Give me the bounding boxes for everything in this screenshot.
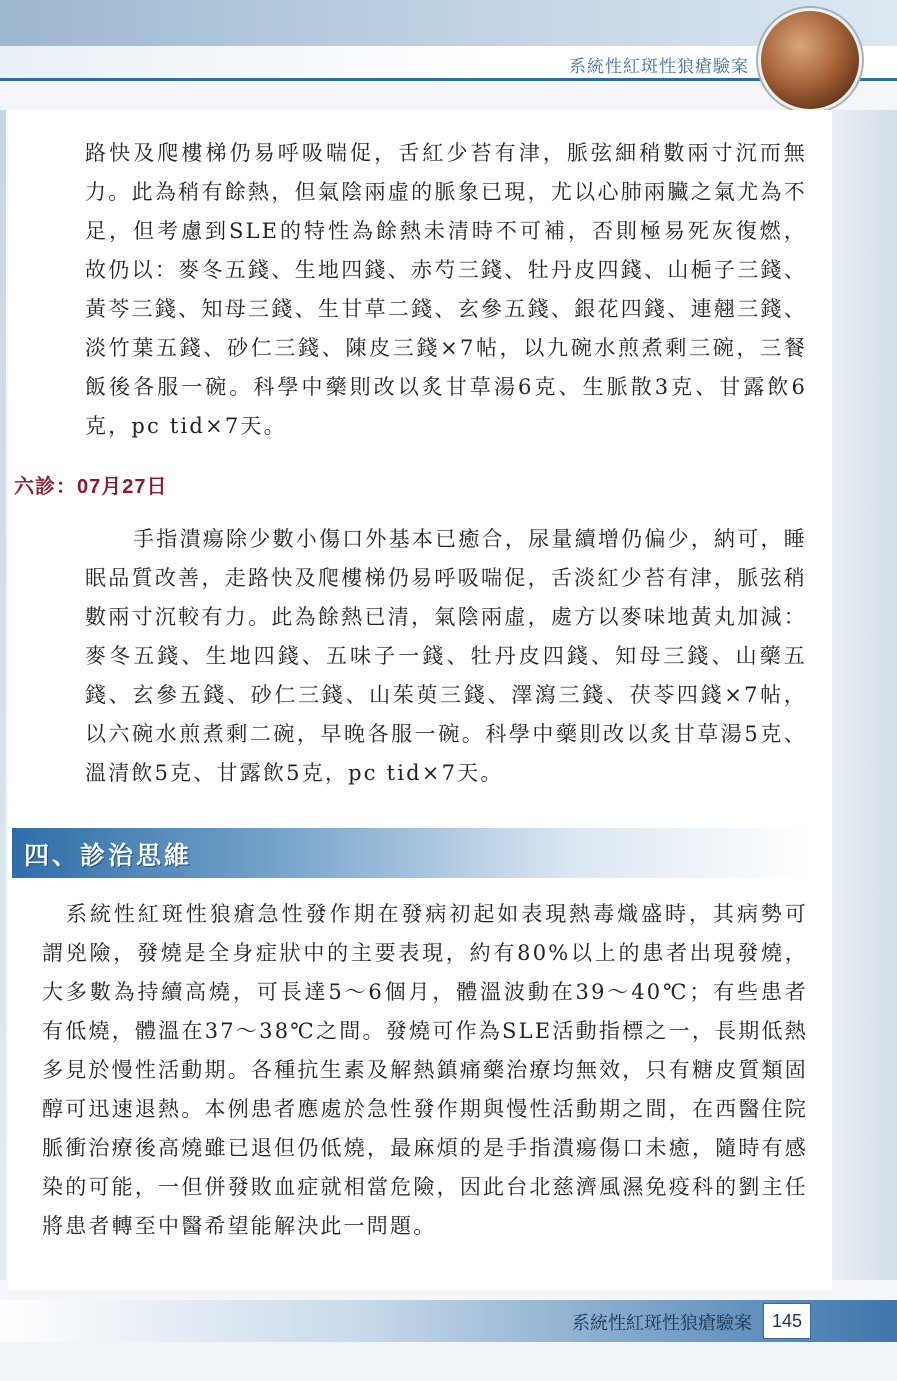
visit6-heading: 六診：07月27日 bbox=[14, 476, 168, 498]
header-emblem-image bbox=[758, 8, 862, 112]
page-number: 145 bbox=[763, 1303, 811, 1339]
running-footer-title: 系統性紅斑性狼瘡驗案 bbox=[572, 1313, 752, 1333]
body-paragraph-2: 手指潰瘍除少數小傷口外基本已癒合，尿量續增仍偏少，納可，睡眠品質改善，走路快及爬樓梯仍易呼吸喘促，舌淡紅少苔有津，脈弦稍數兩寸沉較有力。此為餘熱已清，氣陰兩虛，處方以麥味地黃丸加減：麥冬五錢、生地四錢、五味子一錢、牡丹皮四錢、知母三錢、山藥五錢、玄參五錢、砂仁三錢、山茱萸三錢、澤瀉三錢、茯苓四錢×7帖，以六碗水煎煮剩二碗，早晚各服一碗。科學中藥則改以炙甘草湯5克、溫清飲5克、甘露飲5克，pc tid×7天。 bbox=[85, 527, 807, 785]
bottom-margin bbox=[0, 1342, 897, 1381]
body-paragraph-1: 路快及爬樓梯仍易呼吸喘促，舌紅少苔有津，脈弦細稍數兩寸沉而無力。此為稍有餘熱，但氣陰兩虛的脈象已現，尤以心肺兩臟之氣尤為不足，但考慮到SLE的特性為餘熱未清時不可補，否則極易死灰復燃，故仍以：麥冬五錢、生地四錢、赤芍三錢、牡丹皮四錢、山梔子三錢、黃芩三錢、知母三錢、生甘草二錢、玄參五錢、銀花四錢、連翹三錢、淡竹葉五錢、砂仁三錢、陳皮三錢×7帖，以九碗水煎煮剩三碗，三餐飯後各服一碗。科學中藥則改以炙甘草湯6克、生脈散3克、甘露飲6克，pc tid×7天。 bbox=[85, 141, 807, 438]
left-margin-stripe bbox=[0, 110, 6, 1280]
body-paragraph-3: 系統性紅斑性狼瘡急性發作期在發病初起如表現熱毒熾盛時，其病勢可謂兇險，發燒是全身症狀中的主要表現，約有80%以上的患者出現發燒，大多數為持續高燒，可長達5～6個月，體溫波動在39～40℃；有些患者有低燒，體溫在37～38℃之間。發燒可作為SLE活動指標之一，長期低熱多見於慢性活動期。各種抗生素及解熱鎮痛藥治療均無效，只有糖皮質類固醇可迅速退熱。本例患者應處於急性發作期與慢性活動期之間，在西醫住院脈衝治療後高燒雖已退但仍低燒，最麻煩的是手指潰瘍傷口未癒，隨時有感染的可能，一但併發敗血症就相當危險，因此台北慈濟風濕免疫科的劉主任將患者轉至中醫希望能解決此一問題。 bbox=[42, 902, 808, 1238]
running-header-title: 系統性紅斑性狼瘡驗案 bbox=[569, 57, 749, 76]
right-margin-panel bbox=[832, 110, 897, 1280]
section-title: 四、診治思維 bbox=[24, 841, 193, 870]
